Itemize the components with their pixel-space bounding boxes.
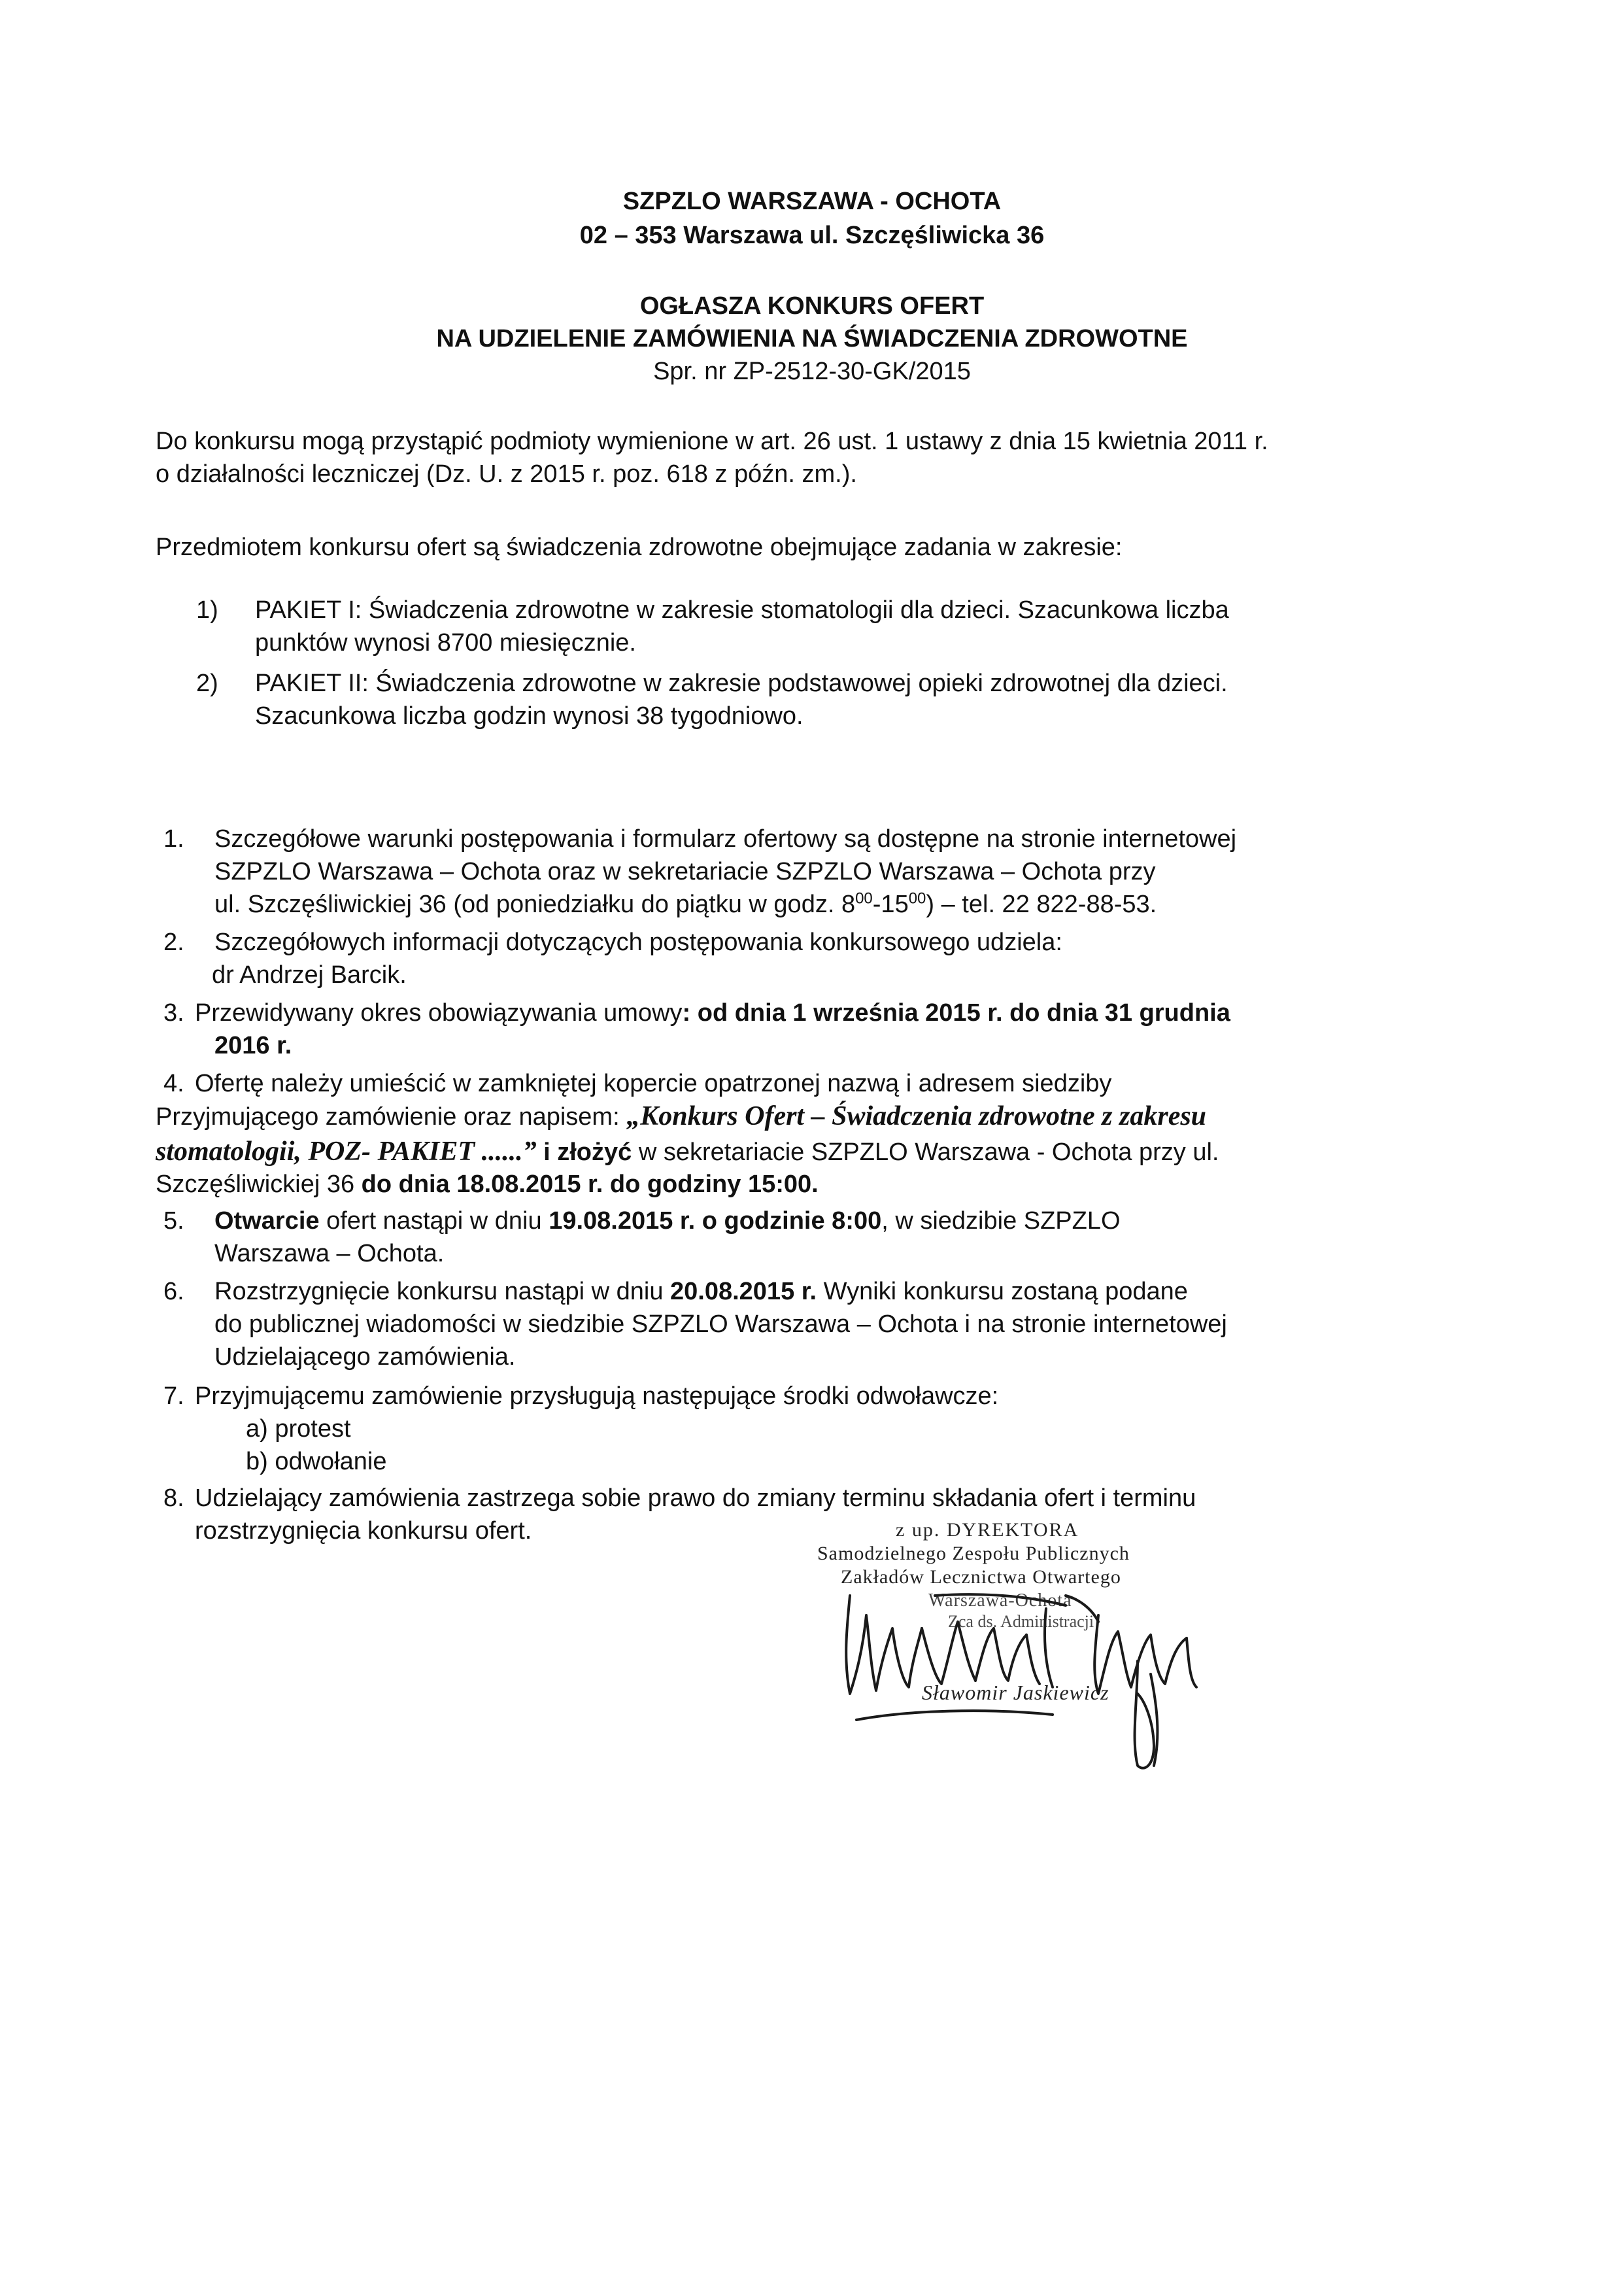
terms-item-7 bbox=[156, 1380, 1483, 1412]
item-4-line-3 bbox=[156, 1135, 1219, 1169]
package-text bbox=[255, 594, 1478, 659]
intro-line-1: Do konkursu mogą przystąpić podmioty wymienione w art. 26 ust. 1 ustawy z dnia 15 kwietnia 2011 r. bbox=[156, 428, 1268, 455]
item-text bbox=[214, 823, 1483, 921]
item-number: 5. bbox=[163, 1207, 184, 1235]
stamp-line: Samodzielnego Zespołu Publicznych bbox=[817, 1543, 1130, 1564]
package-line: Szacunkowa liczba godzin wynosi 38 tygodniowo. bbox=[255, 702, 804, 730]
stamp-line: Zca ds. Administracji bbox=[948, 1612, 1094, 1631]
item-number: 2. bbox=[163, 929, 184, 956]
subject-line: Przedmiotem konkursu ofert są świadczenia zdrowotne obejmujące zadania w zakresie: bbox=[156, 534, 1123, 561]
item-number: 3. bbox=[163, 999, 184, 1027]
package-item bbox=[196, 594, 1478, 659]
document-header bbox=[0, 185, 1624, 252]
package-item bbox=[196, 667, 1478, 732]
item-text-fragment: Wyniki konkursu zostaną podane bbox=[817, 1278, 1188, 1305]
item-number: 1. bbox=[163, 825, 184, 853]
item-4-line-2 bbox=[156, 1100, 1206, 1133]
item-text bbox=[214, 1275, 1483, 1373]
package-line: punktów wynosi 8700 miesięcznie. bbox=[255, 629, 636, 657]
title-line-1: OGŁASZA KONKURS OFERT bbox=[639, 292, 985, 320]
organization-address: 02 – 353 Warszawa ul. Szczęśliwicka 36 bbox=[579, 222, 1045, 249]
handwritten-signature bbox=[830, 1569, 1223, 1785]
envelope-label: stomatologii, POZ- PAKIET ......” bbox=[156, 1137, 537, 1167]
item-line: Udzielający zamówienia zastrzega sobie prawo do zmiany terminu składania ofert i terminu bbox=[195, 1484, 1196, 1512]
item-line bbox=[214, 888, 1483, 921]
item-line: Udzielającego zamówienia. bbox=[214, 1343, 516, 1371]
item-line: rozstrzygnięcia konkursu ofert. bbox=[195, 1517, 532, 1545]
terms-item-2 bbox=[156, 926, 1483, 991]
terms-item-4 bbox=[156, 1067, 1483, 1100]
item-text-fragment: Przyjmującego zamówienie oraz napisem: bbox=[156, 1103, 627, 1131]
stamp-line: Zakładów Lecznictwa Otwartego bbox=[841, 1566, 1121, 1588]
time-superscript: 00 bbox=[855, 889, 873, 908]
remedy-appeal: b) odwołanie bbox=[246, 1448, 387, 1475]
item-number: 8. bbox=[163, 1484, 184, 1512]
terms-item-6 bbox=[156, 1275, 1483, 1373]
time-superscript: 00 bbox=[908, 889, 926, 908]
resolution-date: 20.08.2015 r. bbox=[670, 1278, 817, 1305]
item-text-fragment: Rozstrzygnięcie konkursu nastąpi w dniu bbox=[214, 1278, 671, 1305]
package-text bbox=[255, 667, 1478, 732]
envelope-label: „Konkurs Ofert – Świadczenia zdrowotne z zakresu bbox=[626, 1101, 1207, 1131]
item-line: do publicznej wiadomości w siedzibie SZPZLO Warszawa – Ochota i na stronie internetowej bbox=[214, 1310, 1227, 1338]
package-number: 1) bbox=[196, 596, 218, 624]
item-line: 2016 r. bbox=[214, 1032, 292, 1059]
item-text-fragment: ) – tel. 22 822-88-53. bbox=[926, 891, 1157, 918]
item-line: SZPZLO Warszawa – Ochota oraz w sekretariacie SZPZLO Warszawa – Ochota przy bbox=[214, 858, 1156, 885]
item-text bbox=[195, 1380, 1483, 1412]
terms-item-3 bbox=[156, 997, 1483, 1062]
item-4-line-4 bbox=[156, 1168, 819, 1201]
announcement-title bbox=[0, 290, 1624, 388]
stamp-line: Warszawa-Ochota bbox=[928, 1590, 1072, 1611]
item-text-fragment: -15 bbox=[872, 891, 909, 918]
item-text bbox=[214, 1205, 1483, 1270]
remedy-protest: a) protest bbox=[246, 1415, 351, 1443]
item-text bbox=[195, 997, 1483, 1062]
item-number: 7. bbox=[163, 1382, 184, 1410]
package-number: 2) bbox=[196, 670, 218, 697]
item-line: Szczegółowe warunki postępowania i formularz ofertowy są dostępne na stronie internetowej bbox=[214, 825, 1237, 853]
item-line: dr Andrzej Barcik. bbox=[212, 961, 407, 989]
organization-name: SZPZLO WARSZAWA - OCHOTA bbox=[622, 188, 1002, 215]
terms-item-5 bbox=[156, 1205, 1483, 1270]
item-text-fragment: ofert nastąpi w dniu bbox=[319, 1207, 549, 1235]
title-line-2: NA UDZIELENIE ZAMÓWIENIA NA ŚWIADCZENIA ZDROWOTNE bbox=[436, 325, 1188, 352]
opening-date: 19.08.2015 r. o godzinie 8:00 bbox=[549, 1207, 882, 1235]
item-number: 4. bbox=[163, 1070, 184, 1097]
item-line: Warszawa – Ochota. bbox=[214, 1240, 445, 1267]
stamp-name: Sławomir Jaskiewicz bbox=[922, 1681, 1109, 1704]
item-text bbox=[195, 1067, 1483, 1100]
submission-deadline: do dnia 18.08.2015 r. do godziny 15:00. bbox=[361, 1171, 819, 1198]
item-line bbox=[195, 997, 1483, 1029]
reference-number: Spr. nr ZP-2512-30-GK/2015 bbox=[653, 358, 971, 385]
item-text-fragment: w sekretariacie SZPZLO Warszawa - Ochota przy ul. bbox=[632, 1138, 1219, 1166]
item-line bbox=[214, 1205, 1483, 1237]
stamp-line: z up. DYREKTORA bbox=[896, 1519, 1079, 1541]
item-text-fragment: Otwarcie bbox=[214, 1207, 320, 1235]
package-line: PAKIET I: Świadczenia zdrowotne w zakresie stomatologii dla dzieci. Szacunkowa liczba bbox=[255, 596, 1229, 624]
contract-period: : od dnia 1 września 2015 r. do dnia 31 grudnia bbox=[682, 999, 1230, 1027]
terms-item-1 bbox=[156, 823, 1483, 921]
package-line: PAKIET II: Świadczenia zdrowotne w zakresie podstawowej opieki zdrowotnej dla dzieci. bbox=[255, 670, 1228, 697]
item-text-fragment: i złożyć bbox=[536, 1138, 632, 1166]
item-text-fragment: , w siedzibie SZPZLO bbox=[881, 1207, 1121, 1235]
item-text bbox=[214, 926, 1483, 991]
item-line: Ofertę należy umieścić w zamkniętej kopercie opatrzonej nazwą i adresem siedziby bbox=[195, 1070, 1112, 1097]
intro-line-2: o działalności leczniczej (Dz. U. z 2015 r. poz. 618 z późn. zm.). bbox=[156, 460, 857, 488]
item-line: Przyjmującemu zamówienie przysługują następujące środki odwoławcze: bbox=[195, 1382, 999, 1410]
item-text-fragment: Przewidywany okres obowiązywania umowy bbox=[195, 999, 683, 1027]
item-text-fragment: ul. Szczęśliwickiej 36 (od poniedziałku do piątku w godz. 8 bbox=[214, 891, 856, 918]
item-line: Szczegółowych informacji dotyczących postępowania konkursowego udziela: bbox=[214, 929, 1062, 956]
item-number: 6. bbox=[163, 1278, 184, 1305]
item-text-fragment: Szczęśliwickiej 36 bbox=[156, 1171, 362, 1198]
item-line bbox=[214, 1275, 1483, 1308]
